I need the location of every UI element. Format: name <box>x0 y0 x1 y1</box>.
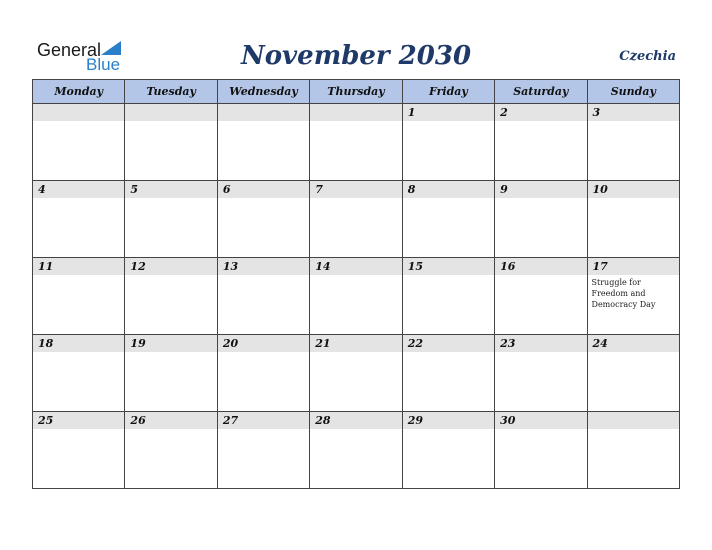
day-cell <box>310 258 402 335</box>
day-cell <box>310 104 402 181</box>
day-cell <box>495 258 587 335</box>
day-cell <box>125 412 217 489</box>
day-number: 4 <box>33 181 124 198</box>
day-number: 16 <box>495 258 586 275</box>
day-cell <box>402 412 494 489</box>
day-number: 22 <box>403 335 494 352</box>
day-number: 11 <box>33 258 124 275</box>
day-cell <box>33 258 125 335</box>
week-row <box>33 181 680 258</box>
country-label: Czechia <box>619 49 676 64</box>
logo-blue-text: Blue <box>86 55 121 74</box>
day-cell <box>310 181 402 258</box>
day-number: 10 <box>588 181 679 198</box>
day-cell <box>402 181 494 258</box>
page-title: November 2030 <box>240 41 472 71</box>
day-cell <box>217 104 309 181</box>
week-row <box>33 104 680 181</box>
day-number: 29 <box>403 412 494 429</box>
week-row <box>33 412 680 489</box>
weekday-tuesday: Tuesday <box>125 80 217 104</box>
logo <box>37 40 127 74</box>
day-number: 15 <box>403 258 494 275</box>
day-cell <box>33 335 125 412</box>
day-cell <box>33 181 125 258</box>
day-cell <box>310 412 402 489</box>
calendar-body <box>33 104 680 489</box>
holiday-label: Struggle for Freedom and Democracy Day <box>591 278 656 309</box>
day-number: 24 <box>588 335 679 352</box>
day-cell <box>587 335 679 412</box>
day-cell <box>310 335 402 412</box>
day-number: 14 <box>310 258 401 275</box>
day-number: 3 <box>588 104 679 121</box>
day-cell <box>33 104 125 181</box>
day-cell <box>495 104 587 181</box>
day-number: 17 <box>588 258 679 275</box>
day-cell <box>402 104 494 181</box>
day-number <box>218 104 309 121</box>
day-number: 19 <box>125 335 216 352</box>
week-row <box>33 258 680 335</box>
day-number: 18 <box>33 335 124 352</box>
day-cell <box>125 258 217 335</box>
day-cell <box>587 258 679 335</box>
day-number: 27 <box>218 412 309 429</box>
day-number: 2 <box>495 104 586 121</box>
day-cell <box>587 412 679 489</box>
week-row <box>33 335 680 412</box>
day-cell <box>217 181 309 258</box>
day-number: 20 <box>218 335 309 352</box>
logo-general-text: General <box>37 40 102 60</box>
weekday-saturday: Saturday <box>495 80 587 104</box>
weekday-friday: Friday <box>402 80 494 104</box>
day-number <box>310 104 401 121</box>
day-cell <box>125 181 217 258</box>
day-number <box>33 104 124 121</box>
day-cell <box>587 104 679 181</box>
day-number: 8 <box>403 181 494 198</box>
day-number: 5 <box>125 181 216 198</box>
day-cell <box>217 258 309 335</box>
day-number: 6 <box>218 181 309 198</box>
weekday-sunday: Sunday <box>587 80 679 104</box>
day-number: 12 <box>125 258 216 275</box>
day-number: 9 <box>495 181 586 198</box>
day-cell <box>402 258 494 335</box>
day-number: 21 <box>310 335 401 352</box>
weekday-monday: Monday <box>33 80 125 104</box>
day-cell <box>587 181 679 258</box>
day-cell <box>402 335 494 412</box>
day-cell <box>125 104 217 181</box>
day-number: 25 <box>33 412 124 429</box>
calendar-grid <box>32 79 680 489</box>
weekday-header-row <box>33 80 680 104</box>
day-cell <box>125 335 217 412</box>
day-number: 23 <box>495 335 586 352</box>
day-number <box>125 104 216 121</box>
day-number: 13 <box>218 258 309 275</box>
day-cell <box>217 335 309 412</box>
day-number <box>588 412 679 429</box>
day-cell <box>33 412 125 489</box>
day-number: 7 <box>310 181 401 198</box>
day-cell <box>495 412 587 489</box>
day-number: 1 <box>403 104 494 121</box>
day-number: 30 <box>495 412 586 429</box>
day-cell <box>495 335 587 412</box>
day-number: 28 <box>310 412 401 429</box>
day-number: 26 <box>125 412 216 429</box>
day-cell <box>495 181 587 258</box>
weekday-wednesday: Wednesday <box>217 80 309 104</box>
logo-triangle-icon <box>101 41 121 55</box>
weekday-thursday: Thursday <box>310 80 402 104</box>
day-cell <box>217 412 309 489</box>
